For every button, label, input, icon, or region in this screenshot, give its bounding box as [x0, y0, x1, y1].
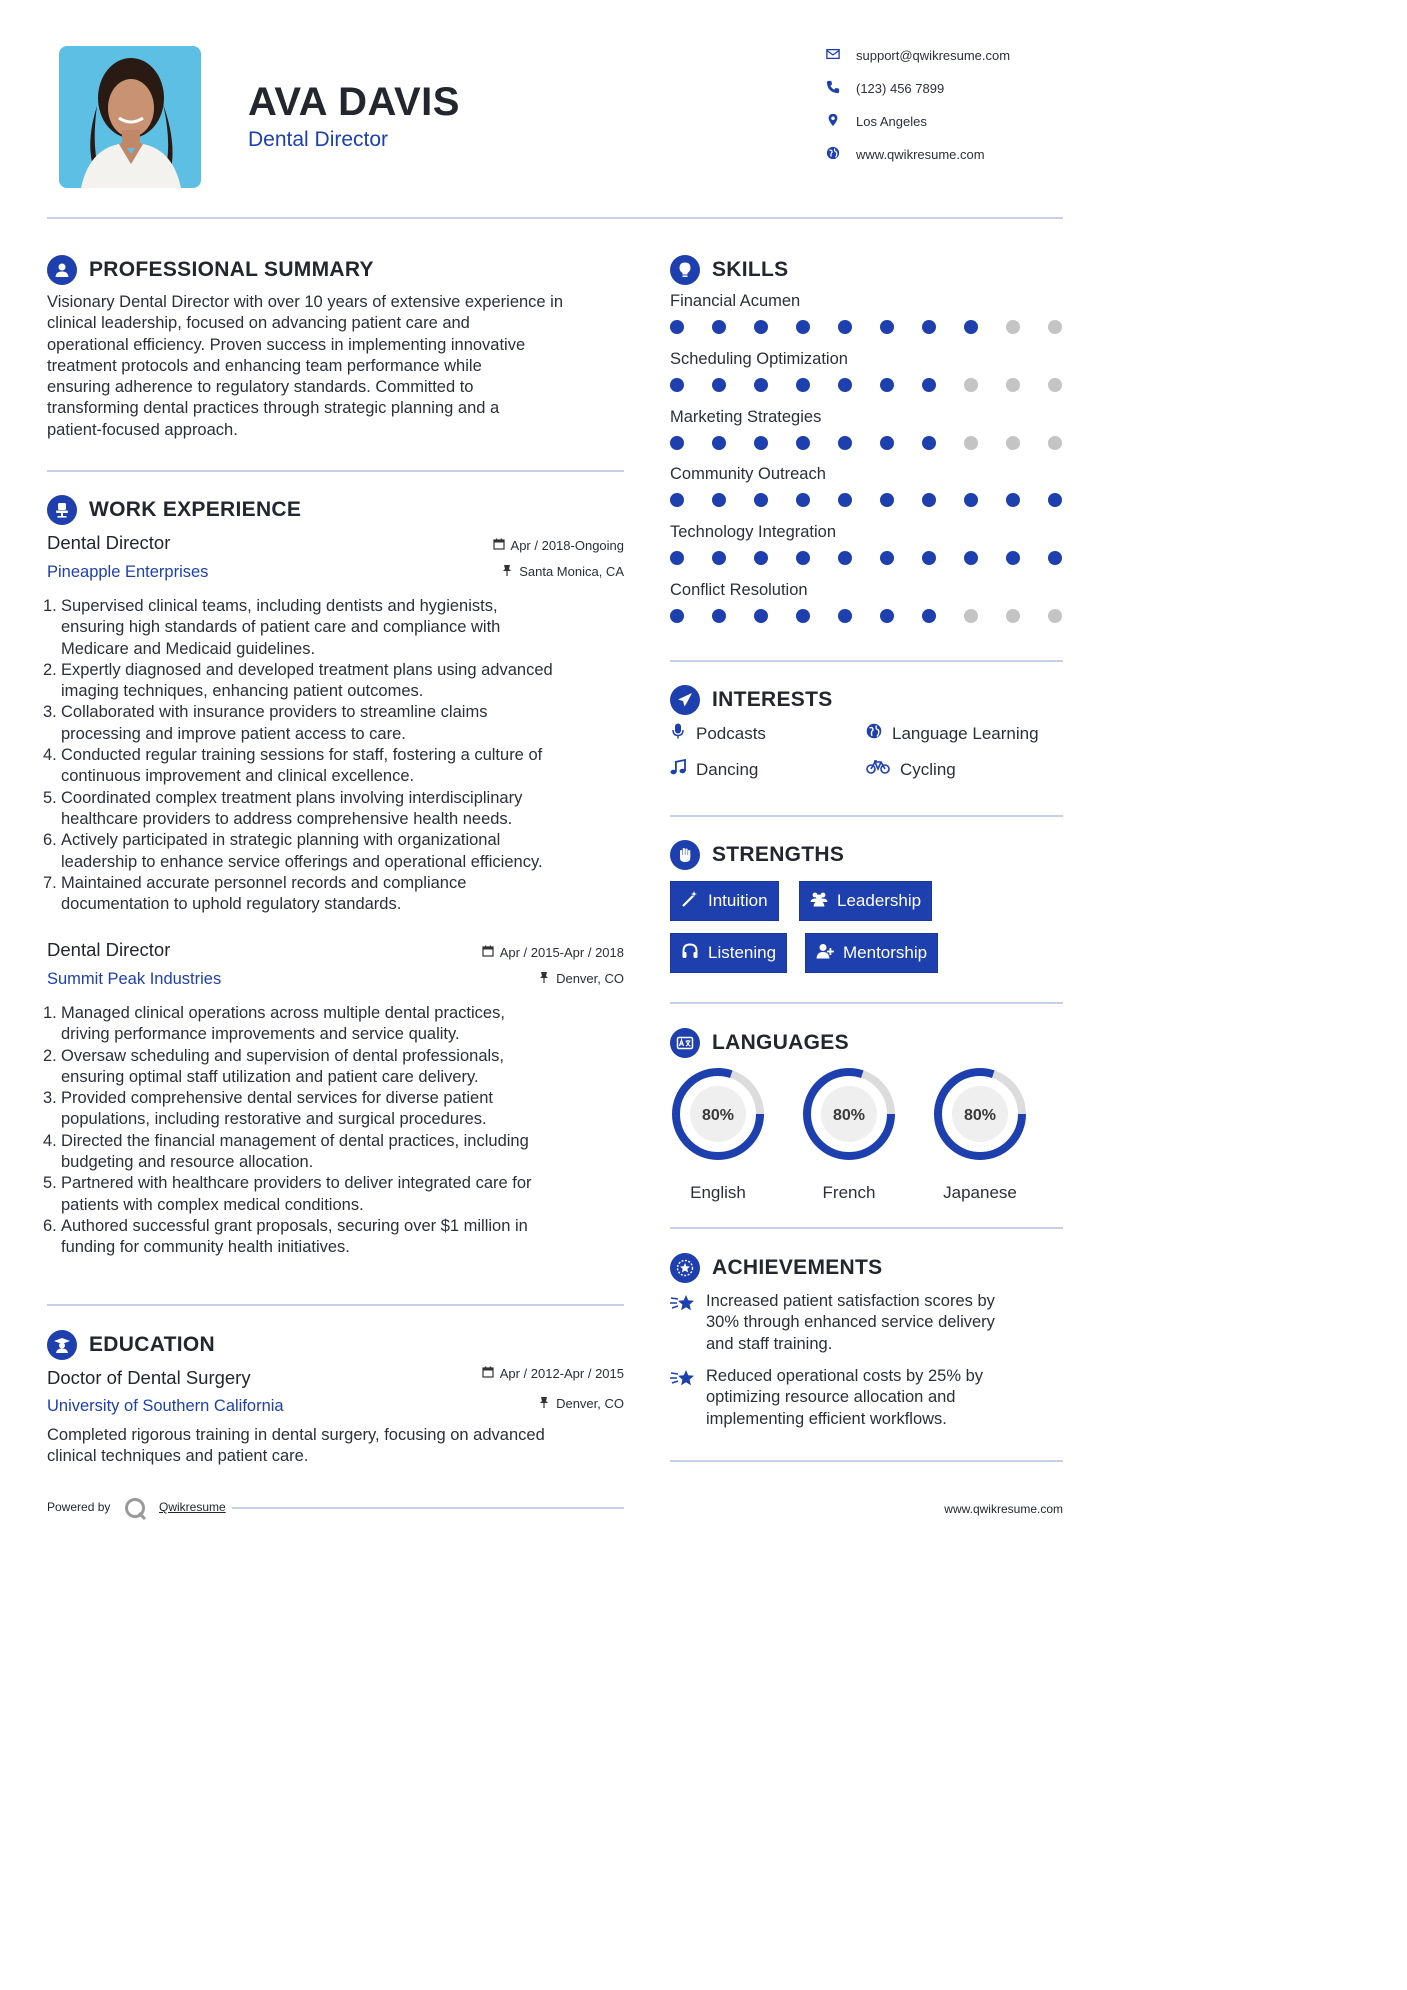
duty-line: healthcare providers to address comprehensive health needs.	[61, 809, 513, 828]
job-dates	[400, 945, 624, 960]
language-item	[668, 1064, 768, 1203]
education-heading	[47, 1330, 215, 1360]
education-dates-text: Apr / 2012-Apr / 2015	[499, 1366, 624, 1381]
shooting-star-icon	[670, 1366, 706, 1430]
language-ring	[799, 1064, 899, 1164]
graduate-icon	[47, 1330, 77, 1360]
education-location	[400, 1396, 624, 1411]
education-description	[47, 1425, 637, 1468]
contact-email-text[interactable]: support@qwikresume.com	[856, 47, 1011, 63]
achievement-line: optimizing resource allocation and	[706, 1388, 956, 1407]
duty-line: Partnered with healthcare providers to deliver integrated care for	[61, 1174, 532, 1193]
duty-line: leadership to enhance service offerings and operational efficiency.	[61, 852, 543, 871]
summary-text	[47, 292, 627, 441]
interest-label: Cycling	[900, 759, 956, 779]
skill-item	[670, 292, 1070, 350]
duty-number: 2.	[43, 660, 57, 679]
globe-icon	[866, 723, 892, 744]
duty-line: Conducted regular training sessions for staff, fostering a culture of	[61, 746, 543, 765]
job-duties-list	[43, 596, 637, 915]
headphones-icon	[681, 942, 708, 965]
rating-dot-filled	[754, 436, 768, 450]
duty-item	[43, 873, 637, 916]
qwikresume-logo-icon	[123, 1496, 149, 1527]
education-heading-text: EDUCATION	[89, 1333, 215, 1356]
duty-line: Authored successful grant proposals, securing over $1 million in	[61, 1216, 528, 1235]
achievements-heading-text: ACHIEVEMENTS	[712, 1256, 883, 1279]
duty-line: Oversaw scheduling and supervision of dental professionals,	[61, 1046, 505, 1065]
skill-rating	[670, 378, 1062, 392]
education-location-text: Denver, CO	[556, 1396, 624, 1411]
rating-dot-filled	[712, 436, 726, 450]
envelope-icon	[826, 47, 856, 64]
skill-item	[670, 523, 1070, 581]
achievements-heading	[670, 1253, 882, 1283]
rating-dot-filled	[754, 493, 768, 507]
skill-rating	[670, 609, 1062, 623]
rating-dot-filled	[922, 436, 936, 450]
duty-line: Managed clinical operations across multiple dental practices,	[61, 1004, 505, 1022]
interest-item	[670, 723, 766, 744]
duty-item	[43, 1216, 637, 1259]
duty-line: patients with complex medical conditions.	[61, 1195, 364, 1214]
summary-line: patient-focused approach.	[47, 420, 238, 439]
duty-line: Supervised clinical teams, including dentists and hygienists,	[61, 597, 498, 615]
pushpin-icon	[501, 564, 519, 579]
duty-item	[43, 788, 637, 831]
languages-heading	[670, 1028, 849, 1058]
skill-item	[670, 465, 1070, 523]
achievement-line: Increased patient satisfaction scores by	[706, 1292, 995, 1310]
calendar-icon	[482, 945, 500, 960]
duty-line: ensuring high standards of patient care and compliance with	[61, 618, 501, 637]
strength-label: Listening	[708, 943, 777, 962]
skill-rating	[670, 551, 1062, 565]
rating-dot-filled	[796, 551, 810, 565]
job-title: Dental Director	[47, 939, 171, 960]
duty-line: documentation to uphold regulatory standards.	[61, 895, 402, 914]
summary-line: clinical leadership, focused on advancing patient care and	[47, 314, 470, 333]
language-percent: 80%	[963, 1107, 997, 1124]
duty-number: 6.	[43, 831, 57, 850]
summary-line: ensuring adherence to regulatory standards. Committed to	[47, 378, 474, 397]
rating-dot-filled	[796, 436, 810, 450]
interest-label: Language Learning	[892, 723, 1039, 743]
rating-dot-filled	[754, 378, 768, 392]
footer-website[interactable]: www.qwikresume.com	[944, 1502, 1063, 1516]
rating-dot-filled	[922, 320, 936, 334]
job-dates	[400, 538, 624, 553]
globe-icon	[826, 146, 856, 163]
strength-label: Leadership	[837, 891, 922, 910]
achievement-line: implementing efficient workflows.	[706, 1409, 947, 1428]
header-divider	[47, 217, 1063, 219]
work-heading	[47, 495, 301, 525]
duty-number: 7.	[43, 873, 57, 892]
rating-dot-filled	[712, 551, 726, 565]
duty-line: Directed the financial management of dental practices, including	[61, 1131, 529, 1150]
duty-item	[43, 1088, 637, 1131]
language-name: French	[822, 1183, 876, 1202]
strength-badge	[799, 881, 932, 921]
calendar-icon	[493, 538, 511, 553]
duty-item	[43, 702, 637, 745]
section-divider	[670, 1460, 1063, 1462]
job-company: Pineapple Enterprises	[47, 563, 209, 581]
map-pin-icon	[826, 113, 856, 130]
duty-number: 1.	[43, 1004, 57, 1022]
magic-wand-icon	[681, 890, 708, 913]
user-plus-icon	[816, 942, 843, 965]
rating-dot-filled	[796, 320, 810, 334]
interest-item	[866, 759, 956, 780]
summary-heading-text: PROFESSIONAL SUMMARY	[89, 258, 374, 281]
rating-dot-filled	[838, 493, 852, 507]
duty-line: funding for community health initiatives.	[61, 1238, 350, 1257]
duty-item	[43, 660, 637, 703]
rating-dot-filled	[670, 551, 684, 565]
rating-dot-filled	[1006, 493, 1020, 507]
rating-dot-filled	[880, 493, 894, 507]
duty-line: continuous improvement and clinical excellence.	[61, 767, 415, 786]
pushpin-icon	[538, 971, 556, 986]
skills-heading-text: SKILLS	[712, 258, 789, 281]
rating-dot-empty	[1048, 320, 1062, 334]
duty-item	[43, 1003, 637, 1046]
language-ring	[668, 1064, 768, 1164]
duty-item	[43, 830, 637, 873]
achievement-item	[670, 1366, 1065, 1430]
rating-dot-empty	[1006, 609, 1020, 623]
education-school: University of Southern California	[47, 1397, 284, 1415]
skills-list	[670, 292, 1070, 639]
languages-list	[668, 1064, 1068, 1204]
footer-brand-link[interactable]: Qwikresume	[159, 1500, 226, 1514]
section-divider	[47, 1304, 624, 1306]
skill-name: Technology Integration	[670, 523, 837, 542]
rating-dot-filled	[670, 436, 684, 450]
rating-dot-empty	[1048, 436, 1062, 450]
summary-line: treatment protocols and enhancing team performance while	[47, 356, 482, 375]
section-divider	[670, 1227, 1063, 1229]
job-location-text: Denver, CO	[556, 971, 624, 986]
duty-line: ensuring optimal staff utilization and patient care delivery.	[61, 1067, 479, 1086]
summary-line: operational efficiency. Proven success in implementing innovative	[47, 335, 526, 354]
section-divider	[670, 1002, 1063, 1004]
achievement-text	[706, 1366, 983, 1430]
calendar-icon	[482, 1366, 500, 1381]
rating-dot-filled	[670, 320, 684, 334]
rating-dot-filled	[712, 320, 726, 334]
hand-icon	[670, 840, 700, 870]
award-star-icon	[670, 1253, 700, 1283]
interest-item	[670, 759, 758, 780]
language-ring	[930, 1064, 1030, 1164]
section-divider	[47, 470, 624, 472]
contact-location	[826, 111, 927, 131]
skill-name: Financial Acumen	[670, 292, 801, 310]
summary-line: transforming dental practices through strategic planning and a	[47, 399, 500, 418]
rating-dot-filled	[964, 493, 978, 507]
duty-line: Medicare and Medicaid guidelines.	[61, 639, 316, 658]
job-title: Dental Director	[47, 532, 171, 553]
job-location	[400, 564, 624, 579]
summary-heading	[47, 255, 374, 285]
strengths-heading	[670, 840, 844, 870]
contact-phone-text: (123) 456 7899	[856, 80, 945, 96]
phone-icon	[826, 80, 856, 97]
rating-dot-filled	[1048, 551, 1062, 565]
contact-website-text[interactable]: www.qwikresume.com	[856, 146, 985, 162]
rating-dot-empty	[964, 378, 978, 392]
rating-dot-filled	[964, 320, 978, 334]
achievement-line: and staff training.	[706, 1334, 833, 1353]
job-location-text: Santa Monica, CA	[519, 564, 624, 579]
skill-item	[670, 581, 1070, 639]
duty-line: Actively participated in strategic planning with organizational	[61, 831, 501, 850]
rating-dot-empty	[1048, 378, 1062, 392]
user-icon	[47, 255, 77, 285]
strength-badge	[670, 881, 779, 921]
shooting-star-icon	[670, 1291, 706, 1355]
rating-dot-filled	[922, 551, 936, 565]
skill-rating	[670, 436, 1062, 450]
duty-number: 1.	[43, 597, 57, 615]
duty-number: 3.	[43, 703, 57, 722]
duty-item	[43, 1173, 637, 1216]
bicycle-icon	[866, 759, 900, 780]
microphone-icon	[670, 723, 696, 744]
language-name: English	[690, 1183, 746, 1202]
rating-dot-filled	[880, 609, 894, 623]
achievement-line: 30% through enhanced service delivery	[706, 1313, 995, 1332]
skill-name: Community Outreach	[670, 465, 826, 484]
candidate-name: AVA DAVIS	[248, 80, 460, 124]
duty-item	[43, 745, 637, 788]
profile-photo	[59, 46, 201, 188]
rating-dot-empty	[964, 609, 978, 623]
rating-dot-filled	[964, 551, 978, 565]
education-degree: Doctor of Dental Surgery	[47, 1367, 251, 1388]
rating-dot-filled	[838, 436, 852, 450]
rating-dot-filled	[712, 493, 726, 507]
footer-divider	[232, 1507, 624, 1509]
rating-dot-filled	[838, 320, 852, 334]
interests-heading	[670, 685, 833, 715]
interest-item	[866, 723, 1039, 744]
interest-label: Dancing	[696, 759, 759, 779]
skill-name: Scheduling Optimization	[670, 349, 848, 368]
rating-dot-empty	[1006, 320, 1020, 334]
duty-number: 5.	[43, 788, 57, 807]
rating-dot-empty	[1006, 436, 1020, 450]
rating-dot-filled	[796, 609, 810, 623]
contact-phone	[826, 78, 944, 98]
paper-plane-icon	[670, 685, 700, 715]
education-dates	[400, 1366, 624, 1381]
skill-name: Marketing Strategies	[670, 407, 822, 426]
rating-dot-filled	[880, 320, 894, 334]
duty-number: 5.	[43, 1174, 57, 1193]
duty-line: Collaborated with insurance providers to streamline claims	[61, 703, 488, 722]
achievement-line: Reduced operational costs by 25% by	[706, 1367, 984, 1385]
rating-dot-filled	[754, 551, 768, 565]
education-line: Completed rigorous training in dental surgery, focusing on advanced	[47, 1426, 545, 1444]
rating-dot-filled	[670, 609, 684, 623]
strengths-heading-text: STRENGTHS	[712, 843, 845, 866]
skills-heading	[670, 255, 788, 285]
rating-dot-filled	[880, 551, 894, 565]
job-dates-text: Apr / 2015-Apr / 2018	[499, 945, 624, 960]
skill-item	[670, 408, 1070, 466]
contact-location-text: Los Angeles	[856, 113, 927, 129]
rating-dot-empty	[1048, 609, 1062, 623]
footer-powered-by: Powered by	[47, 1500, 111, 1514]
strength-label: Mentorship	[843, 943, 928, 962]
job-location	[400, 971, 624, 986]
duty-line: budgeting and resource allocation.	[61, 1153, 314, 1172]
achievement-text	[706, 1291, 995, 1355]
rating-dot-filled	[712, 378, 726, 392]
rating-dot-filled	[796, 378, 810, 392]
education-line: clinical techniques and patient care.	[47, 1447, 309, 1466]
rating-dot-filled	[838, 551, 852, 565]
rating-dot-filled	[670, 493, 684, 507]
section-divider	[670, 815, 1063, 817]
rating-dot-filled	[712, 609, 726, 623]
duty-line: processing and improve patient access to care.	[61, 724, 406, 743]
rating-dot-filled	[1006, 551, 1020, 565]
rating-dot-filled	[838, 609, 852, 623]
achievement-item	[670, 1291, 1065, 1355]
duty-number: 2.	[43, 1046, 57, 1065]
skill-rating	[670, 493, 1062, 507]
strength-label: Intuition	[708, 891, 768, 910]
job-duties-list	[43, 1003, 637, 1259]
rating-dot-filled	[922, 493, 936, 507]
language-percent: 80%	[701, 1107, 735, 1124]
skill-item	[670, 350, 1070, 408]
language-card-icon	[670, 1028, 700, 1058]
skill-rating	[670, 320, 1062, 334]
duty-line: imaging techniques, enhancing patient outcomes.	[61, 682, 424, 701]
duty-number: 4.	[43, 746, 57, 765]
duty-line: Maintained accurate personnel records and compliance	[61, 873, 467, 892]
job-company: Summit Peak Industries	[47, 970, 222, 988]
rating-dot-filled	[922, 609, 936, 623]
language-item	[799, 1064, 899, 1203]
duty-item	[43, 1131, 637, 1174]
interests-heading-text: INTERESTS	[712, 688, 833, 711]
duty-number: 3.	[43, 1089, 57, 1108]
job-dates-text: Apr / 2018-Ongoing	[510, 538, 624, 553]
rating-dot-filled	[880, 378, 894, 392]
language-percent: 80%	[832, 1107, 866, 1124]
duty-number: 6.	[43, 1216, 57, 1235]
pushpin-icon	[538, 1396, 556, 1411]
rating-dot-filled	[1048, 493, 1062, 507]
duty-item	[43, 596, 637, 660]
interest-label: Podcasts	[696, 723, 766, 743]
contact-website[interactable]	[826, 144, 985, 164]
users-icon	[810, 890, 837, 913]
rating-dot-filled	[754, 320, 768, 334]
rating-dot-filled	[670, 378, 684, 392]
rating-dot-filled	[754, 609, 768, 623]
strength-badge	[670, 933, 787, 973]
rating-dot-empty	[964, 436, 978, 450]
duty-line: Expertly diagnosed and developed treatment plans using advanced	[61, 660, 553, 679]
work-heading-text: WORK EXPERIENCE	[89, 498, 302, 521]
rating-dot-empty	[1006, 378, 1020, 392]
chair-icon	[47, 495, 77, 525]
duty-line: populations, including restorative and surgical procedures.	[61, 1110, 487, 1129]
contact-email[interactable]	[826, 45, 1010, 65]
languages-heading-text: LANGUAGES	[712, 1031, 849, 1054]
duty-line: driving performance improvements and service quality.	[61, 1025, 460, 1044]
rating-dot-filled	[838, 378, 852, 392]
strength-badge	[805, 933, 938, 973]
music-note-icon	[670, 759, 696, 780]
summary-line: Visionary Dental Director with over 10 years of extensive experience in	[47, 293, 564, 311]
skill-name: Conflict Resolution	[670, 580, 808, 599]
duty-line: Provided comprehensive dental services for diverse patient	[61, 1089, 493, 1108]
rating-dot-filled	[880, 436, 894, 450]
language-name: Japanese	[943, 1183, 1017, 1202]
duty-number: 4.	[43, 1131, 57, 1150]
language-item	[930, 1064, 1030, 1203]
rating-dot-filled	[922, 378, 936, 392]
candidate-title: Dental Director	[248, 128, 389, 151]
duty-line: Coordinated complex treatment plans involving interdisciplinary	[61, 788, 523, 807]
duty-item	[43, 1046, 637, 1089]
lightbulb-icon	[670, 255, 700, 285]
rating-dot-filled	[796, 493, 810, 507]
section-divider	[670, 660, 1063, 662]
